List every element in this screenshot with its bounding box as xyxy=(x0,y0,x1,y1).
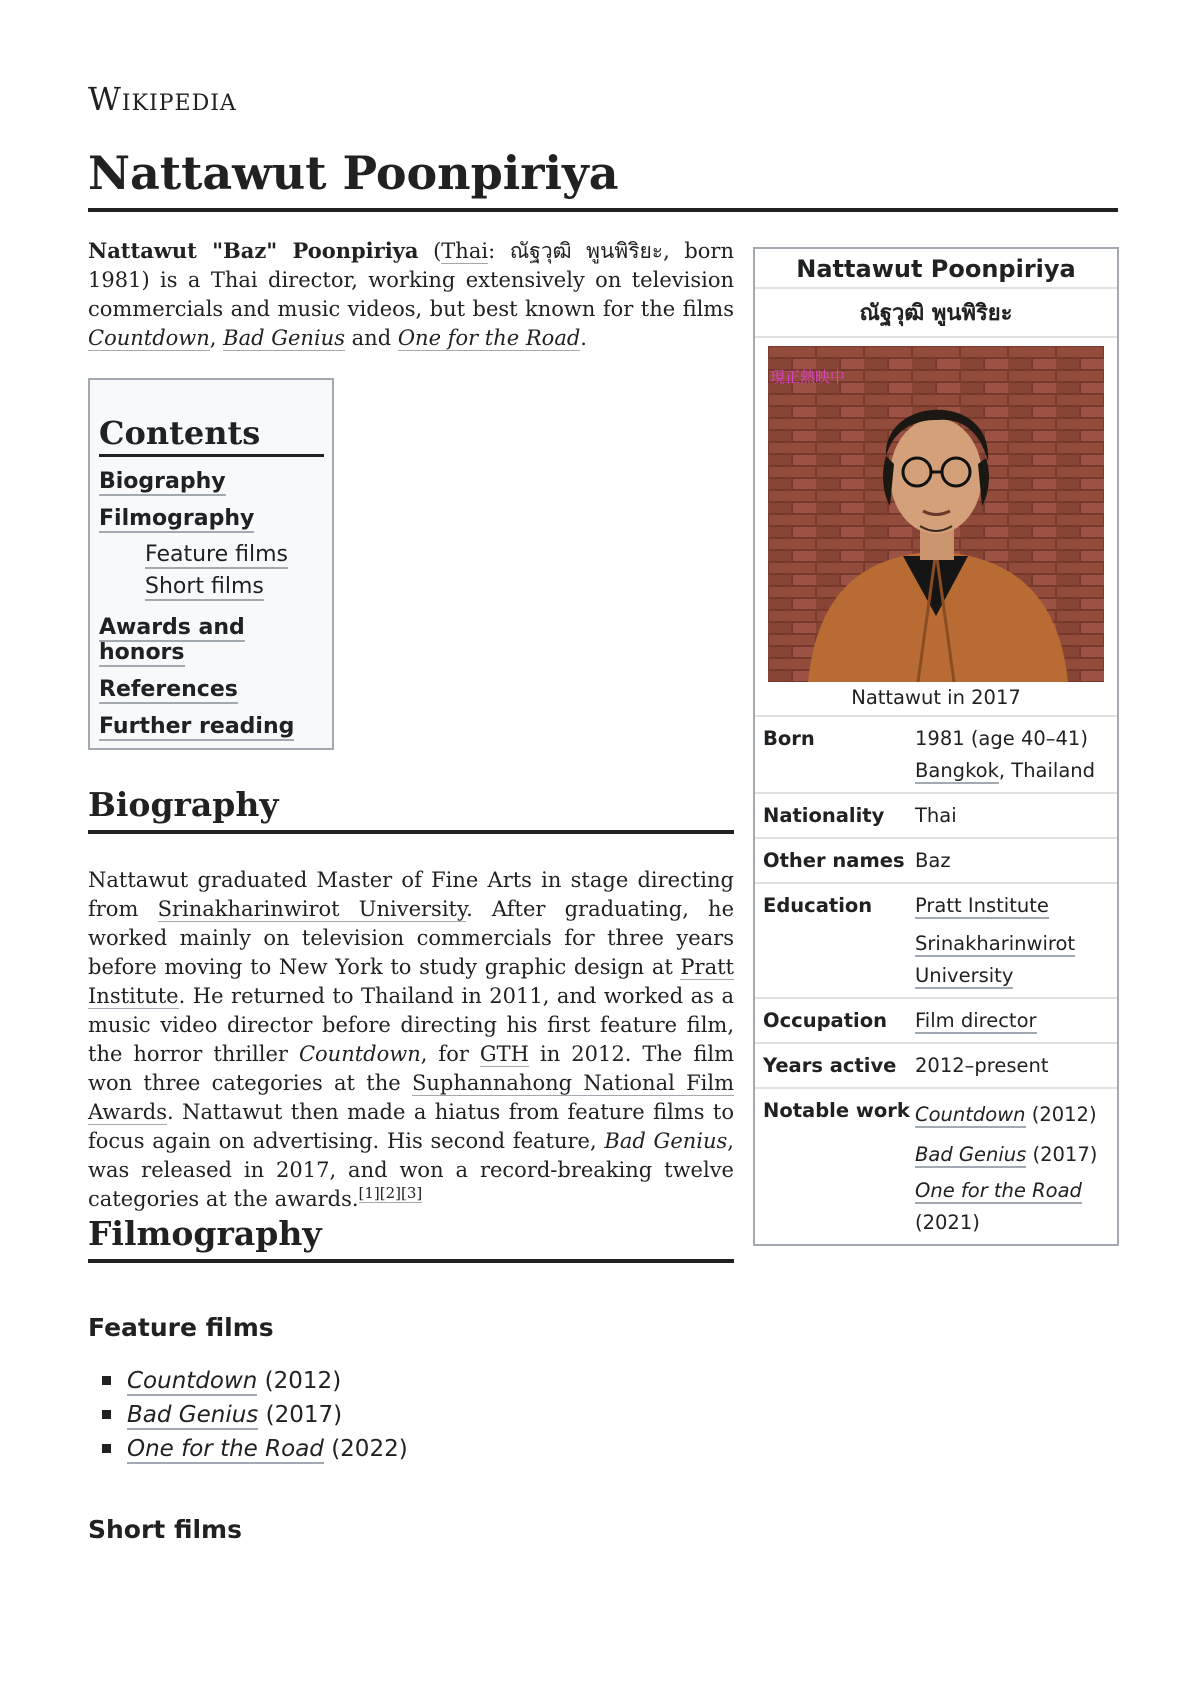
feature-films-heading: Feature films xyxy=(88,1313,274,1342)
bangkok-link[interactable]: Bangkok xyxy=(915,759,999,782)
thai-language-link[interactable]: Thai xyxy=(441,239,489,263)
one-for-the-road-link[interactable]: One for the Road xyxy=(397,326,581,350)
list-item: Bad Genius (2017) xyxy=(102,1398,408,1432)
biography-heading: Biography xyxy=(88,785,734,834)
film-link[interactable]: Bad Genius xyxy=(915,1143,1027,1166)
lead-paragraph: Nattawut "Baz" Poonpiriya (Thai: ณัฐวุฒิ พูนพิริยะ, born 1981) is a Thai director, working extensively on television commercials and music videos, but best known for the films Countdown, Bad Genius and One for the Road. xyxy=(88,238,734,350)
infobox-title: Nattawut Poonpiriya xyxy=(755,249,1117,289)
infobox-row-years-active: Years active 2012–present xyxy=(755,1044,1117,1089)
infobox-row-occupation: Occupation Film director xyxy=(755,999,1117,1044)
film-link[interactable]: One for the Road xyxy=(127,1436,324,1462)
infobox-row-born: Born 1981 (age 40–41) Bangkok, Thailand xyxy=(755,717,1117,794)
image-caption: Nattawut in 2017 xyxy=(851,686,1021,709)
toc-item-biography[interactable]: Biography xyxy=(99,469,226,494)
biography-paragraph: Nattawut graduated Master of Fine Arts in stage directing from Srinakharinwirot University. After graduating, he worked mainly on television commercials for three years before moving to New York to study graphic design at Pratt Institute. He returned to Thailand in 2011, and worked as a music video director before directing his first feature film, the horror thriller Countdown, for GTH in 2012. The film won three categories at the Suphannahong National Film Awards. Nattawut then made a hiatus from feature films to focus again on advertising. His second feature, Bad Genius, was released in 2017, and won a record-breaking twelve categories at the awards.[1][2][3] xyxy=(88,868,735,1211)
list-item: Countdown (2012) xyxy=(102,1364,408,1398)
list-item: One for the Road (2022) xyxy=(102,1432,408,1466)
film-director-link[interactable]: Film director xyxy=(915,1009,1037,1032)
reference-3[interactable]: [3] xyxy=(401,1184,423,1202)
reference-2[interactable]: [2] xyxy=(379,1184,402,1202)
pratt-institute-link[interactable]: Pratt Institute xyxy=(915,894,1049,917)
countdown-link[interactable]: Countdown xyxy=(88,326,210,350)
table-of-contents xyxy=(88,378,334,750)
feature-films-list xyxy=(102,1364,408,1466)
film-link[interactable]: Countdown xyxy=(915,1103,1026,1126)
infobox-native-name: ณัฐวุฒิ พูนพิริยะ xyxy=(755,289,1117,338)
bad-genius-link[interactable]: Bad Genius xyxy=(223,326,345,350)
infobox-row-nationality: Nationality Thai xyxy=(755,794,1117,839)
srinakharinwirot-link[interactable]: University xyxy=(915,964,1014,987)
toc-title: Contents xyxy=(99,414,324,457)
suphannahong-link[interactable]: Suphannahong National Film Awards xyxy=(88,1071,735,1124)
image-overlay-text: 現正熱映中 xyxy=(770,368,846,386)
infobox xyxy=(753,247,1119,1246)
toc-item-further-reading[interactable]: Further reading xyxy=(99,714,295,739)
film-link[interactable]: Countdown xyxy=(127,1368,258,1394)
portrait-photo[interactable] xyxy=(768,346,1104,682)
page-title: Nattawut Poonpiriya xyxy=(88,146,1118,212)
infobox-row-education: Education Pratt Institute Srinakharinwirot University xyxy=(755,884,1117,999)
pratt-institute-link[interactable]: Pratt Institute xyxy=(88,955,734,1008)
srinakharinwirot-link[interactable]: Srinakharinwirot xyxy=(915,932,1076,955)
film-link[interactable]: Bad Genius xyxy=(127,1402,259,1428)
toc-item-short-films[interactable]: Short films xyxy=(145,574,264,599)
toc-item-feature-films[interactable]: Feature films xyxy=(145,542,288,567)
wikipedia-wordmark[interactable]: Wikipedia xyxy=(88,80,237,118)
infobox-row-notable-work: Notable work Countdown (2012) Bad Genius (2017) One for the Road (2021) xyxy=(763,1099,1098,1234)
filmography-heading: Filmography xyxy=(88,1214,734,1263)
reference-1[interactable]: [1] xyxy=(358,1184,380,1202)
toc-item-filmography[interactable]: Filmography xyxy=(99,506,255,531)
infobox-row-other-names: Other names Baz xyxy=(755,839,1117,884)
gth-link[interactable]: GTH xyxy=(479,1042,529,1066)
toc-item-references[interactable]: References xyxy=(99,677,238,702)
subject-name: Nattawut "Baz" Poonpiriya xyxy=(88,238,419,263)
film-link[interactable]: One for the Road xyxy=(915,1179,1082,1202)
srinakharinwirot-link[interactable]: Srinakharinwirot University xyxy=(157,897,467,921)
toc-item-awards[interactable]: Awards and honors xyxy=(99,615,245,665)
short-films-heading: Short films xyxy=(88,1515,242,1544)
